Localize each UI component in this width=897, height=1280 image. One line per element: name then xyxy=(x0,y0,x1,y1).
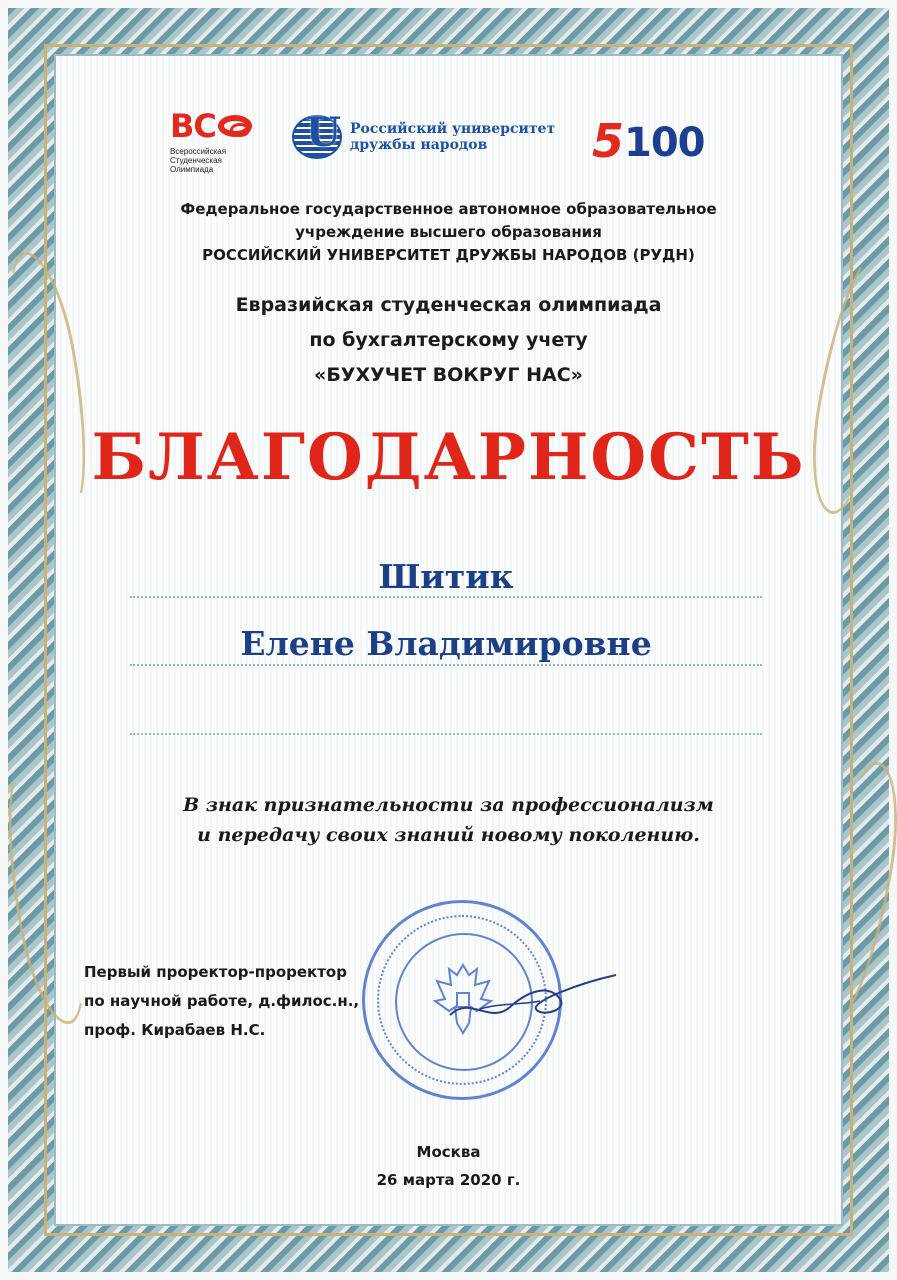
vso-o-icon xyxy=(218,115,252,137)
recipient-given-names: Елене Владимировне xyxy=(240,624,652,663)
rudn-logo-line1: Российский университет xyxy=(350,121,556,137)
olympiad-block xyxy=(0,288,897,393)
org-line-3: РОССИЙСКИЙ УНИВЕРСИТЕТ ДРУЖБЫ НАРОДОВ (РУДН) xyxy=(202,246,695,264)
dotted-line-1 xyxy=(130,596,762,598)
olympiad-line-1: Евразийская студенческая олимпиада xyxy=(235,294,662,316)
city: Москва xyxy=(416,1143,481,1161)
vso-logo xyxy=(170,108,270,174)
rudn-logo xyxy=(292,109,556,159)
project-5-100-logo xyxy=(592,114,705,168)
org-line-1: Федеральное государственное автономное образовательное xyxy=(180,200,717,218)
logo-five: 5 xyxy=(592,114,625,168)
olympiad-line-2: по бухгалтерскому учету xyxy=(309,329,588,351)
certificate-title: БЛАГОДАРНОСТЬ xyxy=(91,420,806,495)
dotted-line-2 xyxy=(130,664,762,666)
recipient-surname: Шитик xyxy=(378,557,514,596)
rudn-globe-icon: U xyxy=(292,115,342,159)
vso-logo-caption: Всероссийская Студенческая Олимпиада xyxy=(170,147,227,174)
gratitude-text: В знак признательности за профессионализм и передачу своих знаний новому поколению. xyxy=(183,794,714,846)
issue-date: 26 марта 2020 г. xyxy=(376,1171,521,1189)
rudn-logo-line2: дружбы народов xyxy=(350,137,488,153)
logo-hundred: 100 xyxy=(624,120,705,166)
org-line-2: учреждение высшего образования xyxy=(295,223,602,241)
dotted-line-3 xyxy=(130,733,762,735)
olympiad-line-3: «БУХУЧЕТ ВОКРУГ НАС» xyxy=(314,364,583,386)
footer-block xyxy=(0,1138,897,1194)
organization-block xyxy=(0,198,897,267)
signer-block: Первый проректор-проректор по научной работе, д.филос.н., проф. Кирабаев Н.С. xyxy=(84,963,360,1039)
handwritten-signature xyxy=(440,965,620,1035)
vso-logo-mark: ВС xyxy=(170,107,216,145)
